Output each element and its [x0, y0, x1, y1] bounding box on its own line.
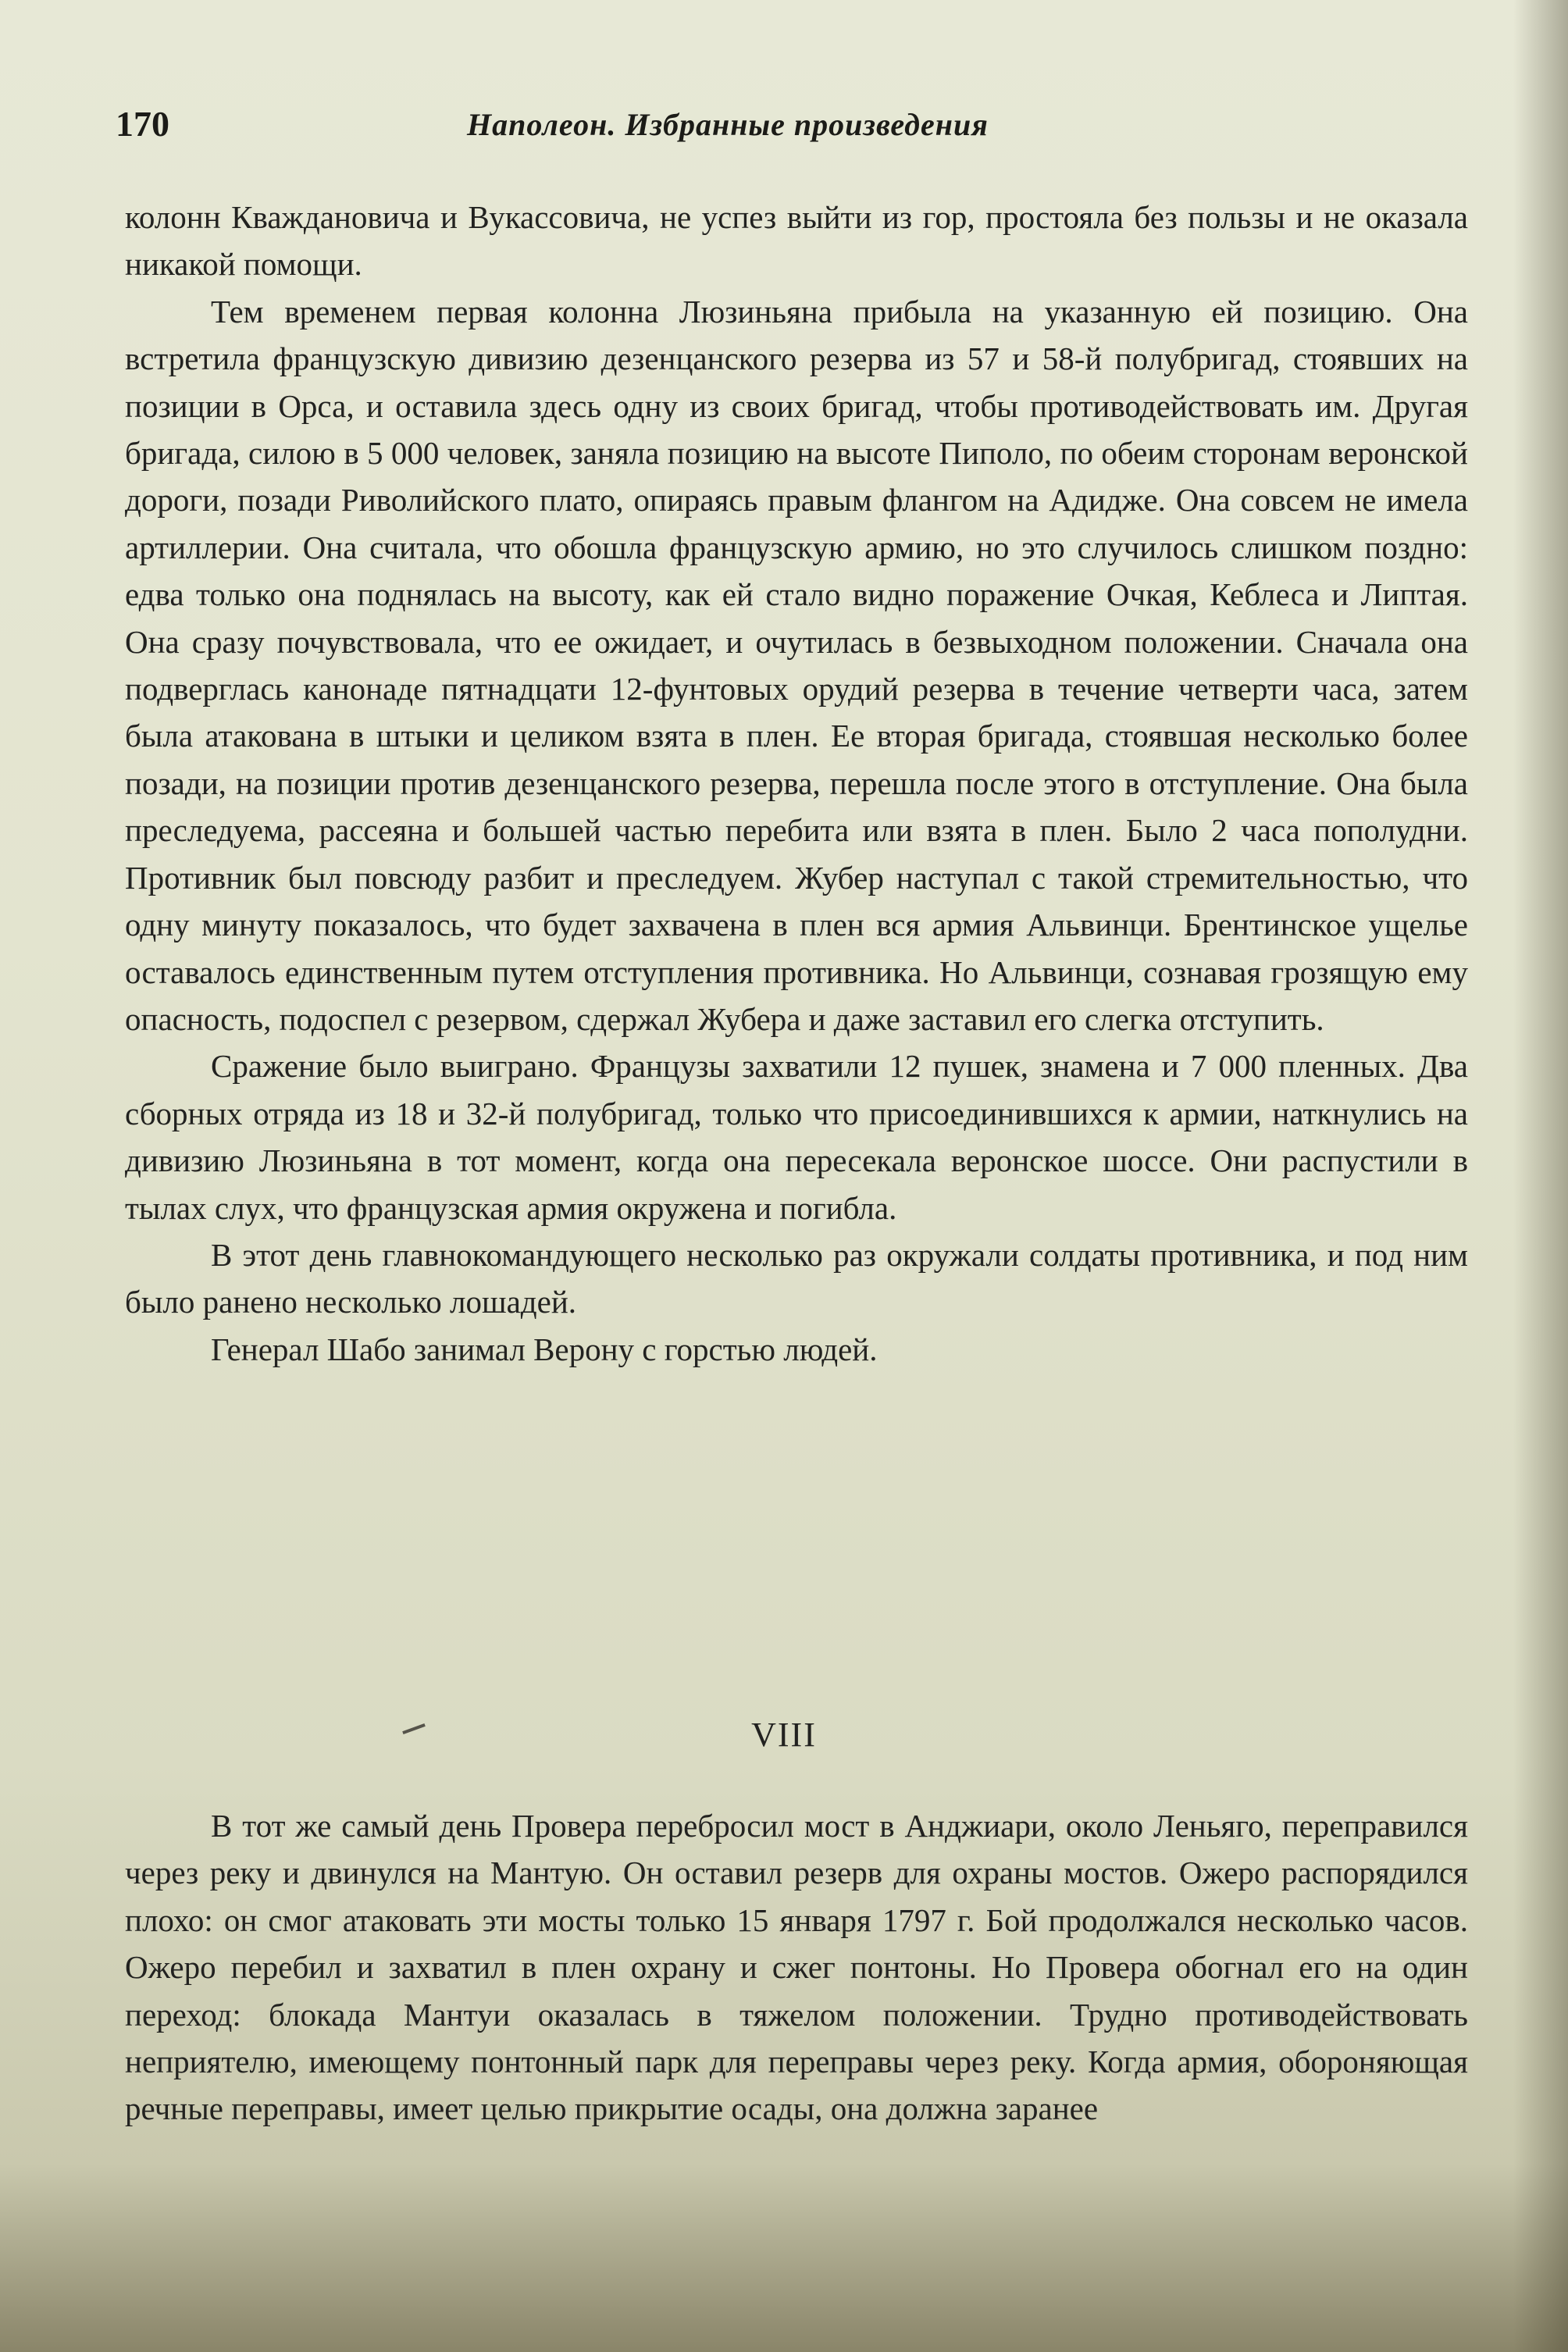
section-heading: VIII	[751, 1716, 817, 1754]
main-text	[125, 194, 1468, 1373]
paragraph: колонн Кваждановича и Вукассовича, не успез выйти из гор, простояла без пользы и не оказала никакой помощи.	[125, 199, 1468, 283]
page-number: 170	[116, 104, 169, 144]
section-text	[125, 1802, 1468, 2133]
paragraph: Генерал Шабо занимал Верону с горстью людей.	[211, 1331, 878, 1367]
page-header	[116, 103, 1474, 158]
paragraph: Сражение было выиграно. Французы захватили 12 пушек, знамена и 7 000 пленных. Два сборных отряда из 18 и 32-й полубригад, только что присоединившихся к армии, наткнулись на дивизию Люзиньяна в тот момент, когда она пересекала веронское шоссе. Они распустили в тылах слух, что французская армия окружена и погибла.	[125, 1048, 1468, 1226]
paragraph: В тот же самый день Провера перебросил мост в Анджиари, около Леньяго, переправился через реку и двинулся на Мантую. Он оставил резерв для охраны мостов. Ожеро распорядился плохо: он смог атаковать эти мосты только 15 января 1797 г. Бой продолжался несколько часов. Ожеро перебил и захватил в плен охрану и сжег понтоны. Но Провера обогнал его на один переход: блокада Мантуи оказалась в тяжелом положении. Трудно противодействовать неприятелю, имеющему понтонный парк для переправы через реку. Когда армия, обороняющая речные переправы, имеет целью прикрытие осады, она должна заранее	[125, 1808, 1468, 2127]
running-title: Наполеон. Избранные произведения	[467, 107, 989, 142]
paragraph: В этот день главнокомандующего несколько раз окружали солдаты противника, и под ним было ранено несколько лошадей.	[125, 1236, 1468, 1320]
page-edge-shadow	[1513, 0, 1568, 2352]
paragraph: Тем временем первая колонна Люзиньяна прибыла на указанную ей позицию. Она встретила французскую дивизию дезенцанского резерва из 57 и 58-й полубригад, стоявших на позиции в Орса, и оставила здесь одну из своих бригад, чтобы противодействовать им. Другая бригада, силою в 5 000 человек, заняла позицию на высоте Пиполо, по обеим сторонам веронской дороги, позади Риволийского плато, опираясь правым флангом на Адидже. Она совсем не имела артиллерии. Она считала, что обошла французскую армию, но это случилось слишком поздно: едва только она поднялась на высоту, как ей стало видно поражение Очкая, Кеблеса и Липтая. Она сразу почувствовала, что ее ожидает, и очутилась в безвыходном положении. Сначала она подверглась канонаде пятнадцати 12-фунтовых орудий резерва в течение четверти часа, затем была атакована в штыки и целиком взята в плен. Ее вторая бригада, стоявшая несколько более позади, на позиции против дезенцанского резерва, перешла после этого в отступление. Она была преследуема, рассеяна и большей частью перебита или взята в плен. Было 2 часа пополудни. Противник был повсюду разбит и преследуем. Жубер наступал с такой стремительностью, что одну минуту показалось, что будет захвачена в плен вся армия Альвинци. Брентинское ущелье оставалось единственным путем отступления противника. Но Альвинци, сознавая грозящую ему опасность, подоспел с резервом, сдержал Жубера и даже заставил его слегка отступить.	[125, 293, 1468, 1037]
